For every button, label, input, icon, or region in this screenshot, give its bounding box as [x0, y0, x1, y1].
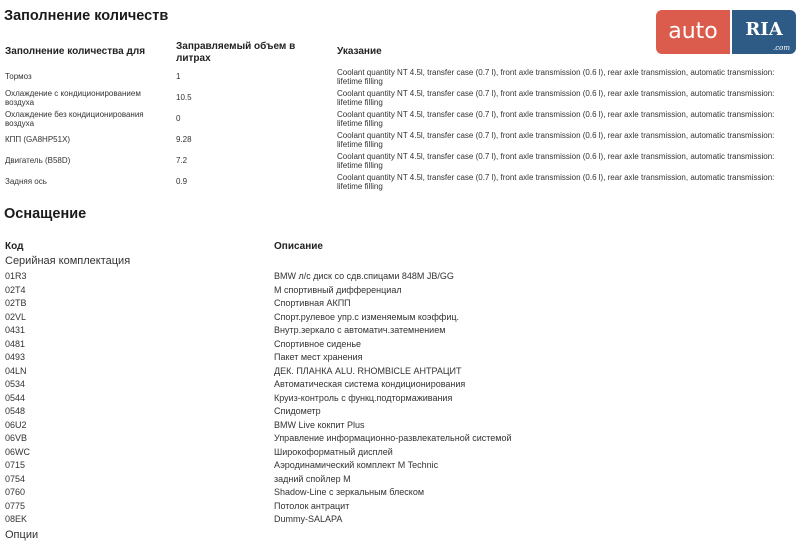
logo-ria-word: RIA	[745, 19, 783, 40]
equipment-code: 02TB	[5, 298, 27, 308]
equipment-code: 0431	[5, 325, 26, 335]
fill-row-volume: 10.5	[176, 93, 192, 102]
fill-row-note: Coolant quantity NT 4.5l, transfer case (0.7 l), front axle transmission (0.6 l), rear axle transmission, automatic transmission: lifetime filling	[337, 152, 775, 170]
autoria-logo[interactable]	[656, 10, 796, 54]
equipment-description: Спидометр	[274, 406, 321, 416]
equipment-code: 0548	[5, 406, 26, 416]
equipment-description: M спортивный дифференциал	[274, 284, 402, 295]
equipment-header-code: Код	[5, 241, 24, 252]
equipment-description: Спортивная АКПП	[274, 298, 351, 308]
equipment-row	[0, 459, 800, 473]
equipment-code: 0481	[5, 338, 26, 349]
fill-table-row	[0, 173, 800, 194]
equipment-row	[0, 297, 800, 311]
fill-row-name: Охлаждение с кондиционированием воздуха	[5, 89, 141, 107]
equipment-row	[0, 351, 800, 365]
equipment-description: Управление информационно-развлекательной системой	[274, 433, 512, 443]
equipment-description: Аэродинамический комплект M Technic	[274, 460, 439, 470]
fill-row-volume: 0	[176, 114, 181, 123]
equipment-description: Спортивное сиденье	[274, 338, 362, 349]
fill-table-row	[0, 68, 800, 89]
equipment-code: 06WC	[5, 446, 31, 457]
fill-table-row	[0, 131, 800, 152]
equipment-row	[0, 432, 800, 446]
equipment-row	[0, 378, 800, 392]
fill-row-note: Coolant quantity NT 4.5l, transfer case (0.7 l), front axle transmission (0.6 l), rear axle transmission, automatic transmission: lifetime filling	[337, 110, 775, 128]
equipment-code: 01R3	[5, 271, 27, 281]
equipment-description: Круиз-контроль с функц.подтормаживания	[274, 392, 453, 403]
equipment-row	[0, 405, 800, 419]
equipment-row	[0, 500, 800, 514]
equipment-header-desc: Описание	[274, 241, 323, 252]
fill-table-row	[0, 152, 800, 173]
fill-header-volume: Заправляемый объем в литрах	[176, 41, 296, 64]
equipment-code: 06VB	[5, 433, 28, 443]
fill-row-name: Двигатель (B58D)	[5, 156, 71, 165]
equipment-code: 0715	[5, 460, 26, 470]
equipment-description: Внутр.зеркало с автоматич.затемнением	[274, 325, 446, 335]
serial-equipment-label: Серийная комплектация	[5, 255, 131, 267]
equipment-description: Широкоформатный дисплей	[274, 446, 393, 457]
fill-row-name: Тормоз	[5, 72, 32, 81]
equipment-description: ДЕК. ПЛАНКА ALU. RHOMBICLE АНТРАЦИТ	[274, 365, 462, 376]
equipment-code: 04LN	[5, 365, 27, 376]
equipment-row	[0, 284, 800, 298]
equipment-row	[0, 446, 800, 460]
equipment-row	[0, 338, 800, 352]
fill-header-note: Указание	[337, 46, 382, 57]
fill-row-volume: 7.2	[176, 156, 188, 165]
equipment-code: 0493	[5, 352, 26, 362]
fill-row-name: КПП (GA8HP51X)	[5, 135, 71, 144]
equipment-description: Спорт.рулевое упр.с изменяемым коэффиц.	[274, 311, 460, 322]
equipment-row	[0, 392, 800, 406]
equipment-code: 0775	[5, 500, 26, 511]
equipment-description: Автоматическая система кондиционирования	[274, 379, 466, 389]
equipment-description: Потолок антрацит	[274, 500, 350, 511]
fill-header-name: Заполнение количества для	[5, 46, 146, 57]
logo-ria-text	[732, 10, 796, 54]
options-label: Опции	[5, 529, 39, 541]
logo-auto-text: auto	[656, 10, 730, 54]
fill-section-title: Заполнение количеств	[4, 8, 169, 24]
fill-row-name: Охлаждение без кондиционирования воздуха	[5, 110, 144, 128]
logo-com-text: .com	[773, 44, 790, 52]
equipment-code: 06U2	[5, 419, 27, 430]
equipment-row	[0, 311, 800, 325]
fill-table-row	[0, 89, 800, 110]
equipment-code: 02T4	[5, 284, 26, 295]
equipment-description: задний спойлер M	[274, 473, 351, 484]
fill-row-note: Coolant quantity NT 4.5l, transfer case (0.7 l), front axle transmission (0.6 l), rear axle transmission, automatic transmission: lifetime filling	[337, 131, 775, 149]
equipment-description: Dummy-SALAPA	[274, 514, 343, 524]
equipment-description: Shadow-Line с зеркальным блеском	[274, 487, 425, 497]
equipment-row	[0, 419, 800, 433]
equipment-section-title: Оснащение	[4, 206, 87, 222]
equipment-description: BMW л/с диск со сдв.спицами 848M JB/GG	[274, 271, 454, 281]
equipment-row	[0, 513, 800, 527]
equipment-row	[0, 486, 800, 500]
equipment-row	[0, 270, 800, 284]
fill-table-row	[0, 110, 800, 131]
equipment-code: 0760	[5, 487, 26, 497]
equipment-code: 0544	[5, 392, 26, 403]
fill-row-note: Coolant quantity NT 4.5l, transfer case (0.7 l), front axle transmission (0.6 l), rear axle transmission, automatic transmission: lifetime filling	[337, 89, 775, 107]
fill-row-note: Coolant quantity NT 4.5l, transfer case (0.7 l), front axle transmission (0.6 l), rear axle transmission, automatic transmission: lifetime filling	[337, 68, 775, 86]
equipment-code: 08EK	[5, 514, 28, 524]
fill-row-volume: 0.9	[176, 177, 188, 186]
equipment-code: 02VL	[5, 311, 27, 322]
equipment-code: 0534	[5, 379, 26, 389]
fill-row-note: Coolant quantity NT 4.5l, transfer case (0.7 l), front axle transmission (0.6 l), rear axle transmission, automatic transmission: lifetime filling	[337, 173, 775, 191]
fill-row-volume: 9.28	[176, 135, 192, 144]
equipment-row	[0, 365, 800, 379]
equipment-code: 0754	[5, 473, 26, 484]
equipment-row	[0, 473, 800, 487]
fill-row-name: Задняя ось	[5, 177, 47, 186]
equipment-row	[0, 324, 800, 338]
equipment-description: BMW Live кокпит Plus	[274, 419, 365, 430]
fill-row-volume: 1	[176, 72, 181, 81]
equipment-description: Пакет мест хранения	[274, 352, 363, 362]
